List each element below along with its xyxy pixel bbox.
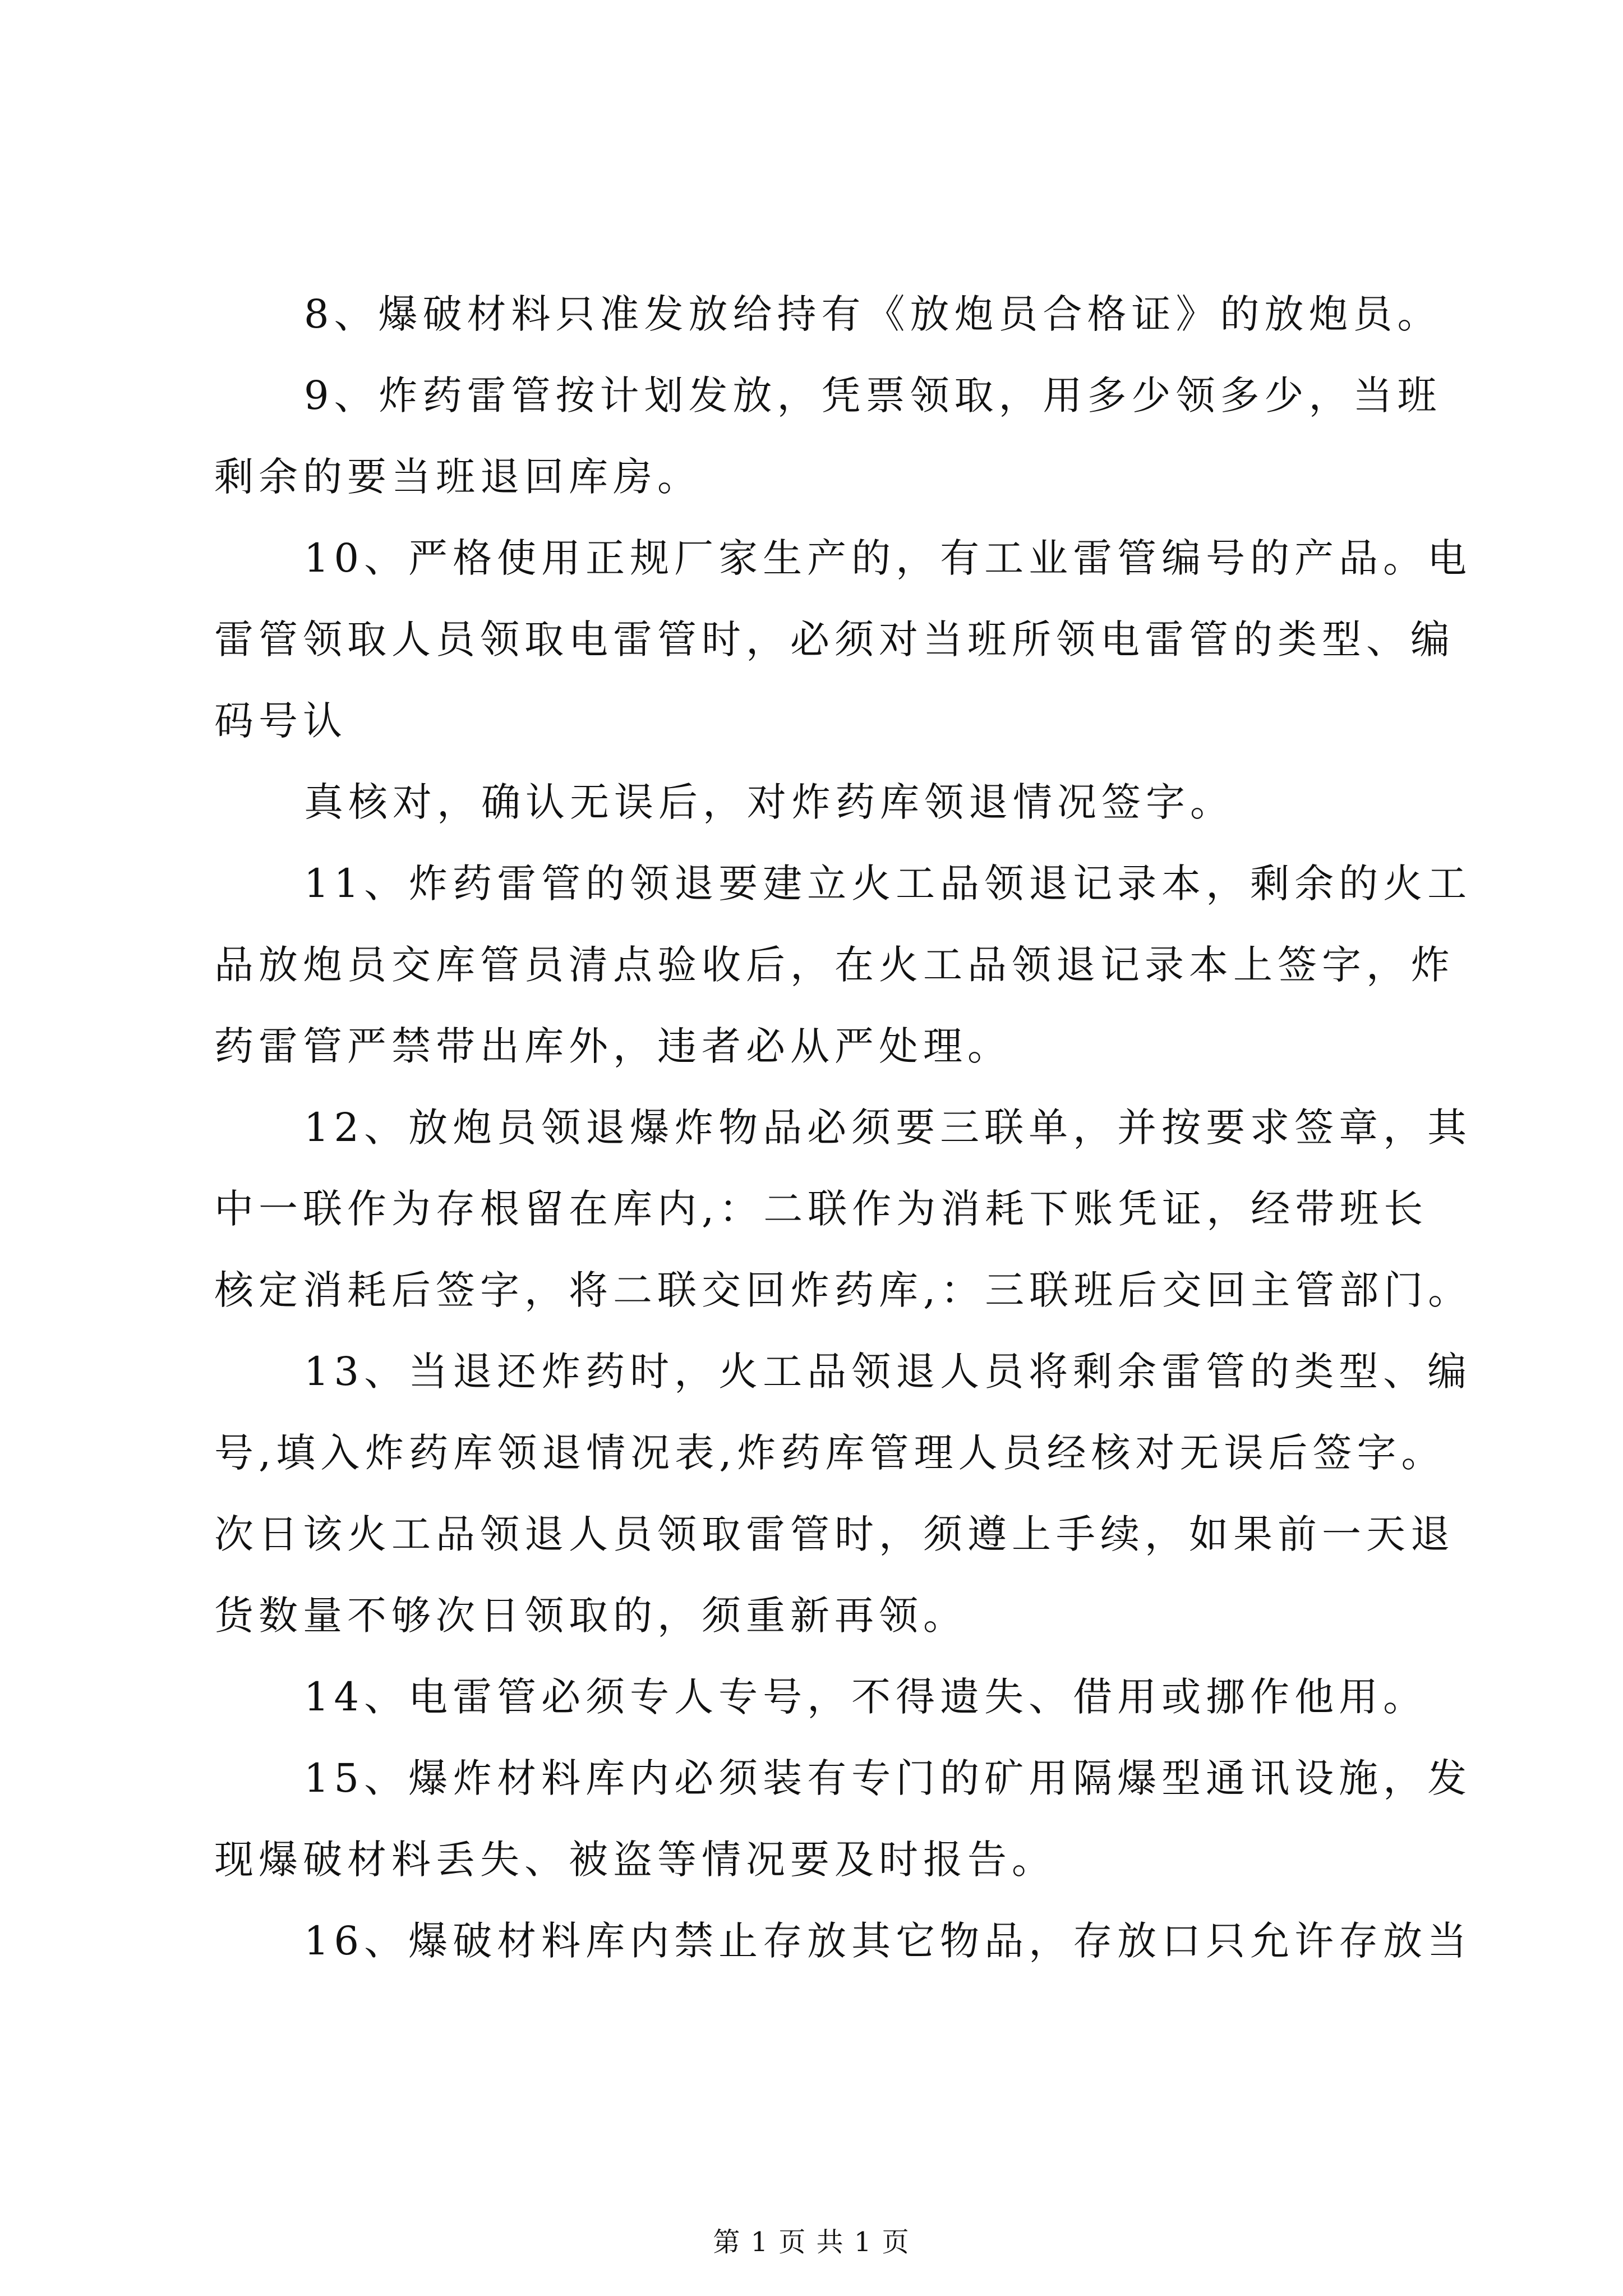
document-line: 品放炮员交库管员清点验收后，在火工品领退记录本上签字，炸: [214, 942, 1455, 988]
document-line: 药雷管严禁带出库外，违者必从严处理。: [214, 1023, 1012, 1069]
document-line: 货数量不够次日领取的，须重新再领。: [214, 1593, 967, 1639]
document-line: 9、炸药雷管按计划发放，凭票领取，用多少领多少，当班: [304, 372, 1442, 418]
document-line: 中一联作为存根留在库内,：二联作为消耗下账凭证，经带班长: [214, 1186, 1428, 1232]
document-line: 13、当退还炸药时，火工品领退人员将剩余雷管的类型、编: [304, 1349, 1472, 1395]
document-line: 雷管领取人员领取电雷管时，必须对当班所领电雷管的类型、编: [214, 616, 1455, 662]
document-line: 15、爆炸材料库内必须装有专门的矿用隔爆型通讯设施，发: [304, 1755, 1472, 1801]
document-line: 8、爆破材料只准发放给持有《放炮员合格证》的放炮员。: [304, 291, 1442, 337]
document-line: 真核对，确认无误后，对炸药库领退情况签字。: [304, 779, 1234, 825]
document-line: 次日该火工品领退人员领取雷管时，须遵上手续，如果前一天退: [214, 1511, 1455, 1557]
document-line: 14、电雷管必须专人专号，不得遗失、借用或挪作他用。: [304, 1674, 1428, 1720]
document-line: 12、放炮员领退爆炸物品必须要三联单，并按要求签章，其: [304, 1105, 1472, 1151]
document-line: 16、爆破材料库内禁止存放其它物品，存放口只允许存放当: [304, 1918, 1472, 1964]
document-line: 号,填入炸药库领退情况表,炸药库管理人员经核对无误后签字。: [214, 1430, 1446, 1476]
page-footer: 第 1 页 共 1 页: [713, 2226, 910, 2258]
document-line: 11、炸药雷管的领退要建立火工品领退记录本，剩余的火工: [304, 861, 1472, 907]
document-line: 核定消耗后签字，将二联交回炸药库,：三联班后交回主管部门。: [214, 1267, 1473, 1313]
document-line: 码号认: [214, 698, 347, 744]
document-line: 剩余的要当班退回库房。: [214, 454, 702, 500]
document-line: 现爆破材料丢失、被盗等情况要及时报告。: [214, 1837, 1056, 1883]
document-line: 10、严格使用正规厂家生产的，有工业雷管编号的产品。电: [304, 535, 1472, 581]
